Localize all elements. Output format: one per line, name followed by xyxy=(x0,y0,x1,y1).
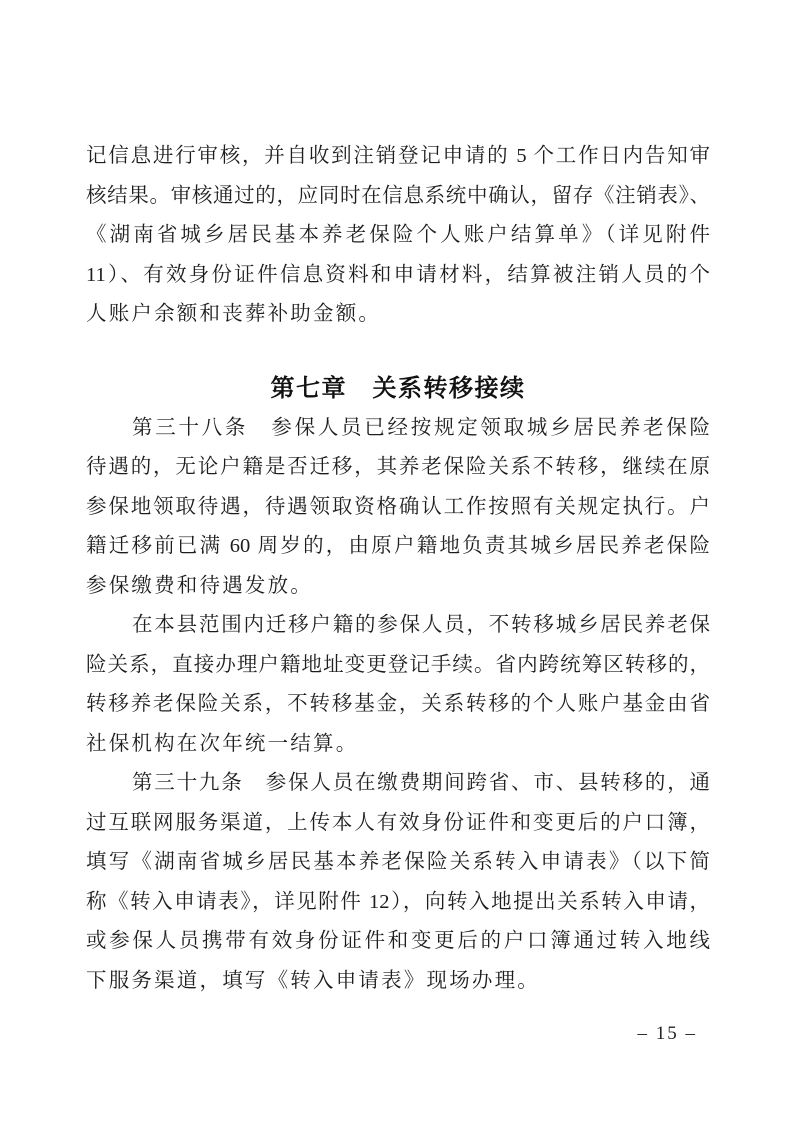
text-line: 过互联网服务渠道，上传本人有效身份证件和变更后的户口簿， xyxy=(86,811,710,834)
text-line: 核结果。审核通过的，应同时在信息系统中确认，留存《注销表》、 xyxy=(86,184,710,207)
text-line: 籍迁移前已满 60 周岁的，由原户籍地负责其城乡居民养老保险 xyxy=(86,535,710,557)
text-line: 险关系，直接办理户籍地址变更登记手续。省内跨统筹区转移的， xyxy=(86,653,710,676)
text-line: 参保缴费和待遇发放。 xyxy=(86,574,313,597)
text-line: 参保地领取待遇，待遇领取资格确认工作按照有关规定执行。户 xyxy=(86,495,710,518)
text-line: 称《转入申请表》，详见附件 12），向转入地提出关系转入申请， xyxy=(86,890,710,913)
para-intra-county-transfer xyxy=(86,606,710,764)
text-line: 或参保人员携带有效身份证件和变更后的户口簿通过转入地线 xyxy=(86,930,710,952)
text-line: 填写《湖南省城乡居民基本养老保险关系转入申请表》（以下简 xyxy=(86,851,710,873)
text-line: 第三十八条 参保人员已经按规定领取城乡居民养老保险 xyxy=(132,416,710,439)
text-line: 人账户余额和丧葬补助金额。 xyxy=(86,303,382,325)
chapter-7-heading: 第七章 关系转移接续 xyxy=(270,374,526,402)
article-38 xyxy=(86,409,710,607)
text-line: 第三十九条 参保人员在缴费期间跨省、市、县转移的，通 xyxy=(132,772,710,794)
text-line: 社保机构在次年统一结算。 xyxy=(86,732,359,755)
text-line: 《湖南省城乡居民基本养老保险个人账户结算单》（详见附件 xyxy=(86,224,710,246)
text-line: 转移养老保险关系，不转移基金，关系转移的个人账户基金由省 xyxy=(86,693,710,715)
text-line: 11）、有效身份证件信息资料和申请材料，结算被注销人员的个 xyxy=(86,263,710,286)
text-line: 下服务渠道，填写《转入申请表》现场办理。 xyxy=(86,969,540,992)
page-number: – 15 – xyxy=(637,1023,697,1044)
document-body xyxy=(86,137,710,1001)
article-39 xyxy=(86,764,710,1001)
para-deregistration-review-continuation xyxy=(86,137,710,335)
text-line: 在本县范围内迁移户籍的参保人员，不转移城乡居民养老保 xyxy=(132,614,710,636)
text-line: 记信息进行审核，并自收到注销登记申请的 5 个工作日内告知审 xyxy=(86,145,710,167)
text-line: 待遇的，无论户籍是否迁移，其养老保险关系不转移，继续在原 xyxy=(86,456,710,478)
